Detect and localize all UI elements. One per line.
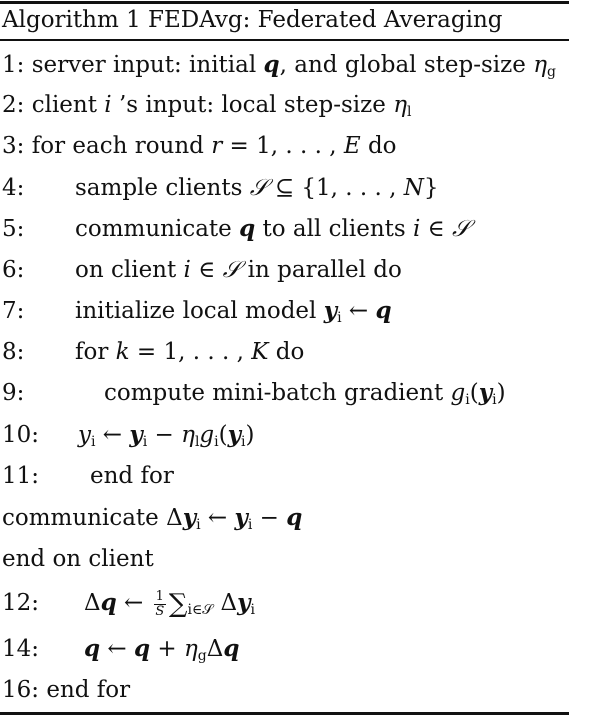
line-code bbox=[90, 456, 174, 496]
line-code bbox=[78, 415, 254, 455]
algorithm-line bbox=[0, 291, 600, 331]
code-fragment: y bbox=[227, 421, 241, 448]
code-fragment: i bbox=[250, 602, 255, 618]
code-fragment: q bbox=[286, 504, 303, 531]
line-code bbox=[75, 209, 470, 249]
line-number: 3: bbox=[2, 133, 25, 159]
code-fragment: ← bbox=[100, 636, 134, 662]
code-fragment: ) bbox=[496, 380, 506, 406]
code-fragment: Δ bbox=[84, 590, 101, 616]
code-fragment: y bbox=[78, 422, 91, 448]
algorithm-line bbox=[0, 415, 600, 455]
code-fragment: η bbox=[184, 636, 198, 662]
code-fragment: y bbox=[237, 589, 251, 616]
code-fragment: i bbox=[241, 434, 246, 450]
line-code bbox=[84, 583, 255, 624]
code-fragment: ∈ bbox=[190, 257, 223, 283]
code-fragment: η bbox=[393, 92, 407, 118]
algorithm-line bbox=[0, 373, 600, 413]
algorithm-line bbox=[0, 498, 600, 538]
top-rule bbox=[0, 1, 569, 4]
code-fragment: 𝒮 bbox=[222, 257, 241, 283]
code-fragment: communicate Δ bbox=[2, 505, 183, 531]
line-number: 8: bbox=[2, 339, 25, 365]
line-code bbox=[84, 629, 239, 669]
code-fragment: y bbox=[323, 297, 338, 324]
code-fragment: y bbox=[478, 379, 493, 406]
code-fragment: initialize local model bbox=[75, 298, 324, 324]
line-number: 10: bbox=[2, 422, 40, 448]
bottom-rule bbox=[0, 712, 569, 715]
line-code bbox=[46, 677, 130, 703]
code-fragment: y bbox=[234, 504, 248, 531]
code-fragment: k bbox=[115, 339, 130, 365]
line-code bbox=[75, 250, 402, 290]
algorithm-line bbox=[0, 168, 600, 208]
code-fragment: q bbox=[375, 297, 392, 324]
line-number: 6: bbox=[2, 257, 25, 283]
code-fragment: i bbox=[492, 392, 497, 408]
line-code bbox=[75, 291, 392, 331]
code-fragment: 𝒮 bbox=[452, 216, 470, 242]
line-code bbox=[32, 52, 556, 78]
code-fragment: i bbox=[104, 92, 112, 118]
code-fragment: l bbox=[406, 104, 412, 120]
code-fragment: ) bbox=[245, 422, 255, 448]
code-fragment: for bbox=[75, 339, 116, 365]
code-fragment: i bbox=[465, 392, 470, 408]
line-number: 4: bbox=[2, 175, 25, 201]
line-number: 12: bbox=[2, 590, 40, 616]
code-fragment: q bbox=[100, 589, 117, 616]
code-fragment: client bbox=[31, 92, 105, 118]
code-fragment: end on client bbox=[2, 546, 154, 572]
algorithm-line bbox=[0, 539, 600, 579]
algorithm-line bbox=[0, 250, 600, 290]
code-fragment: in parallel do bbox=[240, 257, 402, 283]
code-fragment: ( bbox=[218, 422, 228, 448]
code-fragment: i bbox=[247, 517, 253, 533]
line-number: 9: bbox=[2, 380, 25, 406]
code-fragment: − bbox=[252, 505, 287, 531]
code-fragment: Δ bbox=[206, 636, 224, 662]
code-fragment: i bbox=[142, 434, 148, 450]
line-number: 16: bbox=[2, 677, 40, 703]
code-fragment: for each round bbox=[31, 133, 212, 159]
code-fragment: to all clients bbox=[255, 216, 414, 242]
algorithm-line bbox=[2, 670, 602, 710]
code-fragment: N bbox=[403, 175, 424, 201]
code-fragment: g bbox=[199, 422, 215, 448]
code-fragment: q bbox=[239, 215, 256, 242]
code-fragment: Δ bbox=[213, 590, 238, 616]
line-code bbox=[32, 92, 412, 118]
algorithm-line bbox=[0, 456, 600, 496]
code-fragment: E bbox=[343, 133, 361, 159]
line-number: 5: bbox=[2, 216, 25, 242]
code-fragment: y bbox=[129, 421, 143, 448]
algorithm-line bbox=[2, 45, 602, 85]
code-fragment: i bbox=[183, 257, 191, 283]
code-fragment: ← bbox=[341, 298, 376, 324]
algorithm-line bbox=[0, 629, 600, 669]
line-code bbox=[32, 133, 397, 159]
algorithm-line bbox=[2, 85, 602, 125]
algorithm-line bbox=[0, 583, 600, 623]
code-fragment: server input: initial bbox=[31, 52, 264, 78]
code-fragment: i bbox=[196, 517, 201, 533]
line-number: 14: bbox=[2, 636, 40, 662]
line-number: 7: bbox=[2, 298, 25, 324]
code-fragment: end for bbox=[90, 463, 174, 489]
code-fragment: K bbox=[251, 339, 269, 365]
algorithm-line bbox=[0, 209, 600, 249]
code-fragment: i∈𝒮 bbox=[187, 602, 214, 618]
line-code bbox=[2, 539, 154, 579]
code-fragment: = 1, . . . , bbox=[129, 339, 252, 365]
code-fragment: ⊆ {1, . . . , bbox=[267, 175, 404, 201]
code-fragment: i bbox=[337, 310, 342, 326]
code-fragment: q bbox=[263, 51, 280, 78]
code-fragment: r bbox=[211, 133, 223, 159]
code-fragment: compute mini-batch gradient bbox=[104, 380, 451, 406]
code-fragment: y bbox=[182, 504, 197, 531]
line-code bbox=[75, 168, 439, 208]
code-fragment: , and global step-size bbox=[279, 52, 534, 78]
line-code bbox=[2, 498, 302, 538]
algorithm-line bbox=[2, 126, 602, 166]
code-fragment: sample clients bbox=[75, 175, 250, 201]
code-fragment: } bbox=[423, 175, 439, 201]
code-fragment: i bbox=[91, 434, 96, 450]
caption-rule bbox=[0, 39, 569, 41]
line-code bbox=[75, 332, 304, 372]
code-fragment: g bbox=[546, 64, 556, 80]
code-fragment: − bbox=[147, 422, 182, 448]
code-fragment: q bbox=[223, 635, 240, 662]
code-fragment: ∑ bbox=[168, 589, 188, 619]
code-fragment: i bbox=[413, 216, 421, 242]
algorithm-line bbox=[0, 332, 600, 372]
code-fragment: q bbox=[84, 635, 101, 662]
code-fragment: do bbox=[360, 133, 397, 159]
code-fragment: ∈ bbox=[420, 216, 453, 242]
code-fragment: q bbox=[134, 635, 151, 662]
algorithm-caption: Algorithm 1 FEDAvg: Federated Averaging bbox=[2, 7, 503, 33]
line-number: 11: bbox=[2, 463, 40, 489]
code-fragment: do bbox=[268, 339, 305, 365]
code-fragment: g bbox=[197, 648, 207, 664]
code-fragment: ← bbox=[116, 590, 151, 616]
code-fragment: on client bbox=[75, 257, 184, 283]
code-fragment: end for bbox=[46, 677, 131, 703]
code-fragment: $\frac{1}{S}$ bbox=[155, 588, 165, 619]
line-number: 1: bbox=[2, 52, 25, 78]
code-fragment: i bbox=[214, 434, 219, 450]
code-fragment: ← bbox=[95, 422, 130, 448]
code-fragment: ← bbox=[200, 505, 235, 531]
code-fragment: ’s input: local step-size bbox=[111, 92, 394, 118]
code-fragment: η bbox=[533, 52, 547, 78]
line-number: 2: bbox=[2, 92, 25, 118]
line-code bbox=[104, 373, 506, 413]
code-fragment: communicate bbox=[75, 216, 240, 242]
code-fragment: 𝒮 bbox=[249, 175, 268, 201]
code-fragment: l bbox=[194, 434, 200, 450]
code-fragment: + bbox=[150, 636, 184, 662]
code-fragment: g bbox=[450, 380, 466, 406]
code-fragment: η bbox=[181, 422, 195, 448]
code-fragment: ( bbox=[469, 380, 479, 406]
code-fragment: = 1, . . . , bbox=[222, 133, 344, 159]
